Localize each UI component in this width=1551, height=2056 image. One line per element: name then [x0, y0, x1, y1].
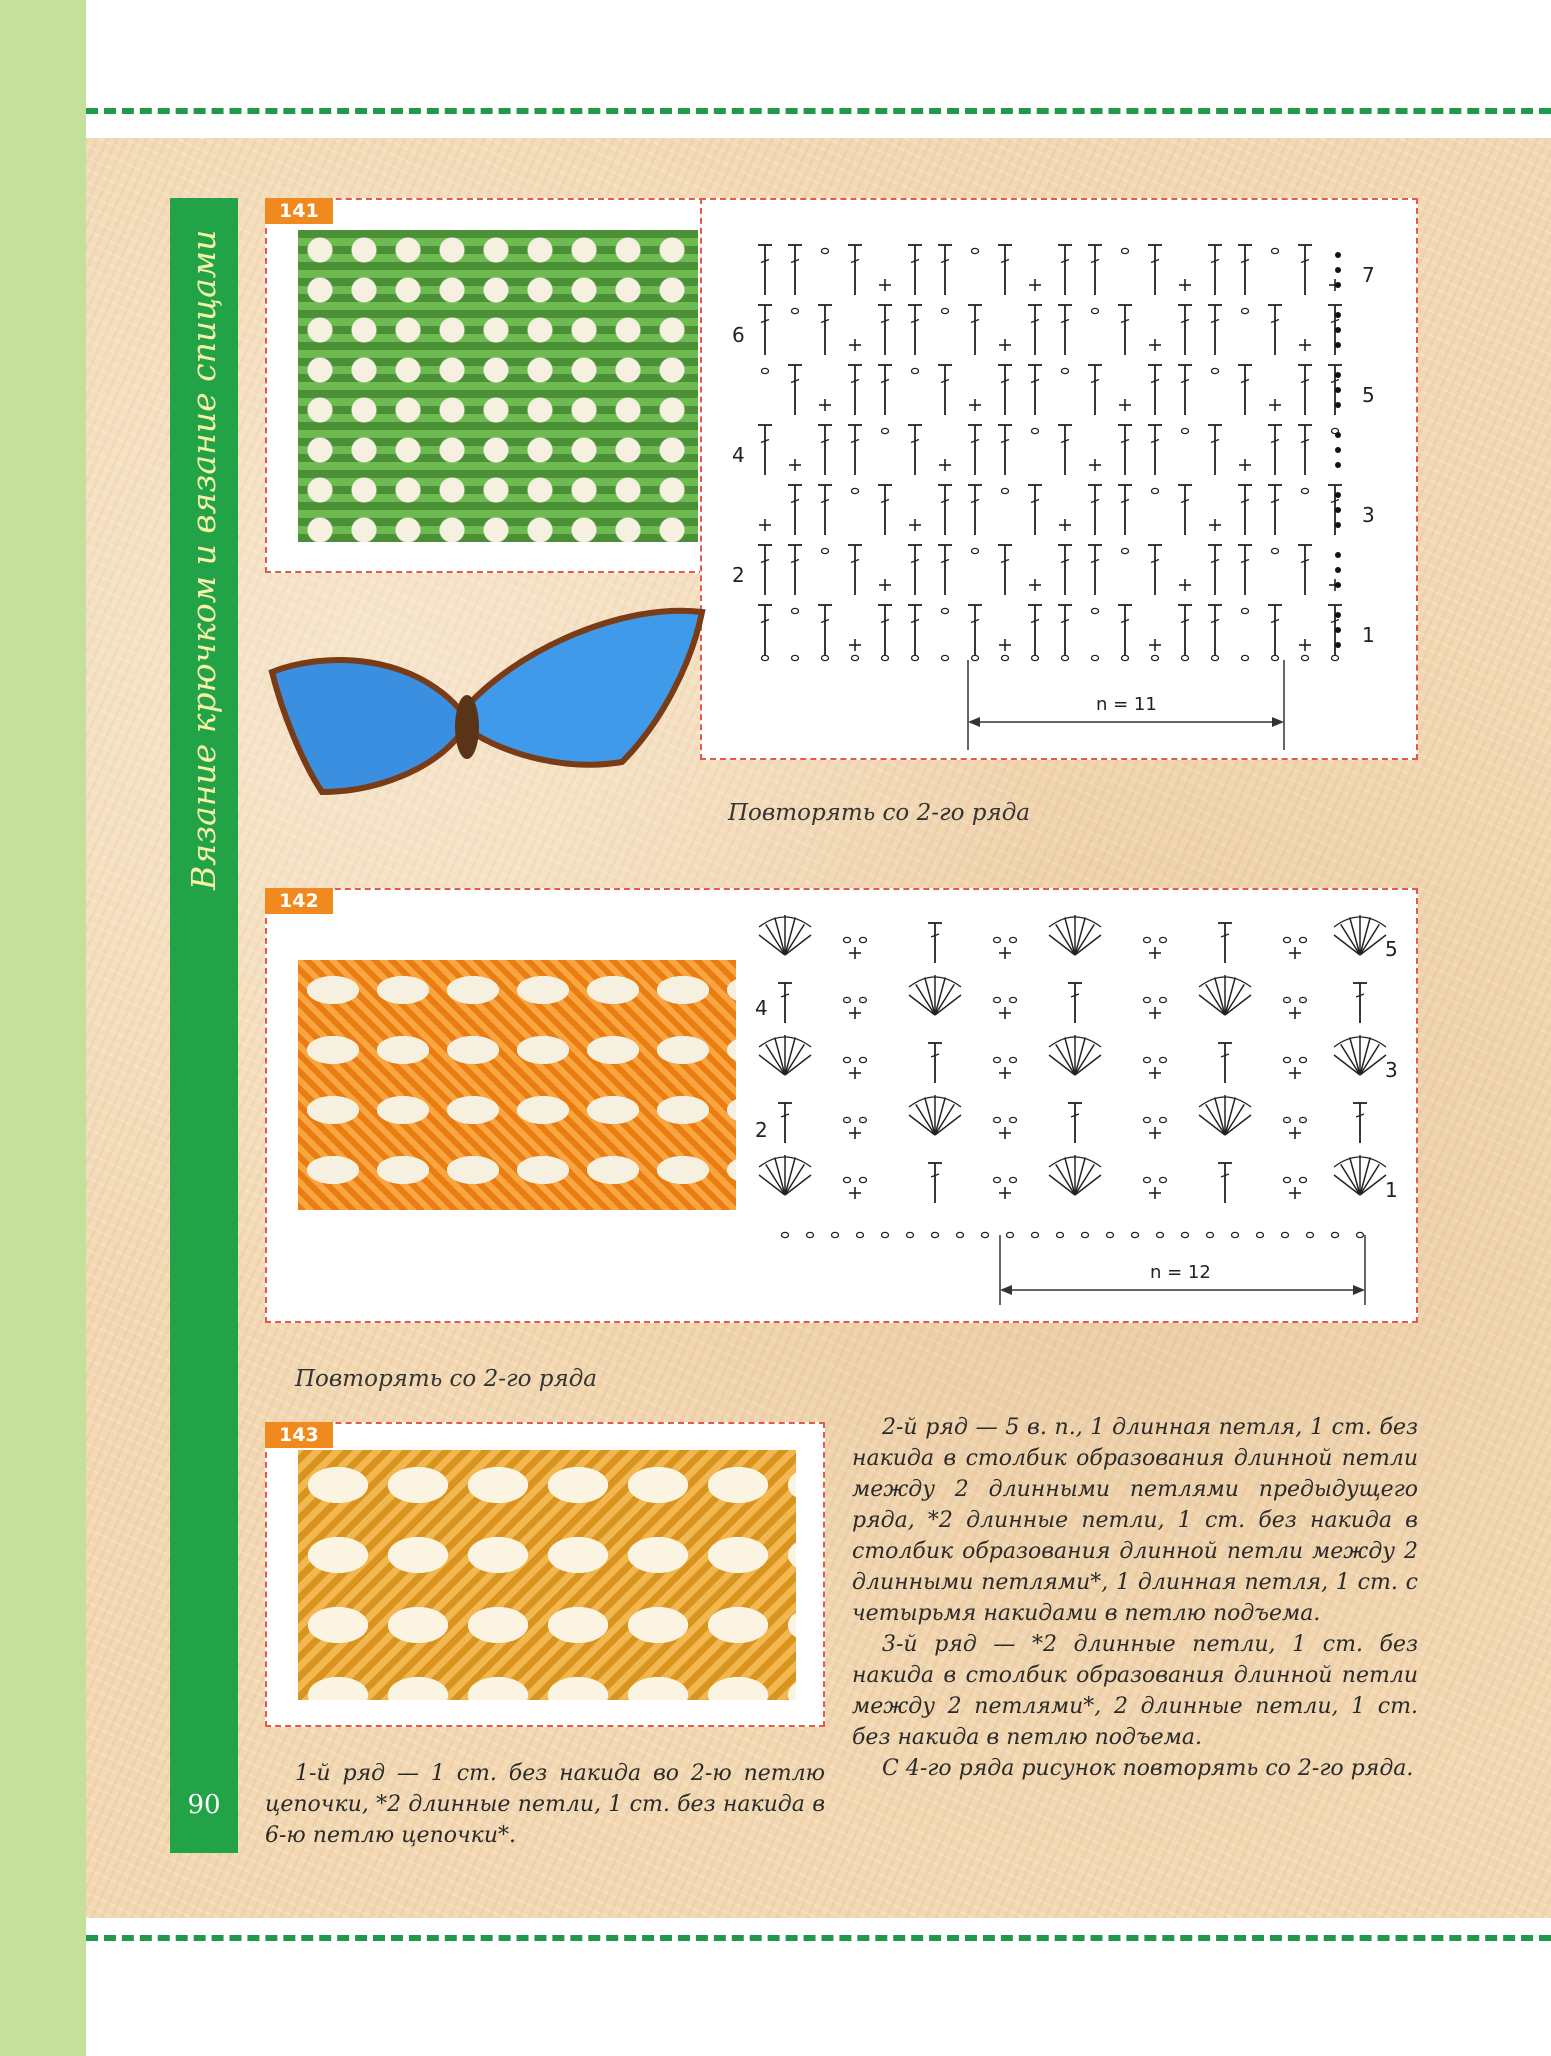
chain-symbol — [982, 1232, 989, 1237]
chain-symbol — [860, 997, 867, 1002]
fan-symbol — [1075, 1037, 1085, 1075]
fan-symbol — [935, 1097, 945, 1135]
chain-symbol — [912, 655, 919, 660]
chain-symbol — [1182, 1232, 1189, 1237]
chain-symbol — [1307, 1232, 1314, 1237]
pattern-143-photo — [298, 1450, 796, 1700]
chain-symbol — [1144, 1177, 1151, 1182]
slip-symbol — [1335, 282, 1341, 288]
fan-symbol — [1360, 1164, 1379, 1195]
chain-symbol — [1032, 428, 1039, 433]
chain-symbol — [1122, 655, 1129, 660]
chain-symbol — [1032, 655, 1039, 660]
chain-symbol — [1007, 1232, 1014, 1237]
slip-symbol — [1335, 342, 1341, 348]
pattern-142-caption: Повторять со 2-го ряда — [295, 1366, 598, 1392]
chain-symbol — [852, 488, 859, 493]
fan-symbol — [775, 1037, 785, 1075]
butterfly-right-wing — [462, 611, 702, 765]
chain-symbol — [1152, 488, 1159, 493]
slip-symbol — [1335, 267, 1341, 273]
fan-symbol — [1206, 984, 1225, 1015]
arrow-head-right — [1272, 717, 1284, 727]
chain-symbol — [1242, 308, 1249, 313]
chain-symbol — [1332, 655, 1339, 660]
pattern-143-row1-text: 1-й ряд — 1 ст. без накида во 2-ю петлю цепочки, *2 длинные петли, 1 ст. без накида в 6-ю петлю цепочки*. — [265, 1761, 825, 1848]
arrow-head-left — [968, 717, 980, 727]
chain-symbol — [1002, 655, 1009, 660]
chain-symbol — [1092, 655, 1099, 660]
chain-symbol — [1212, 368, 1219, 373]
fan-symbol — [1350, 1037, 1360, 1075]
chain-symbol — [972, 655, 979, 660]
fan-symbol — [1075, 1164, 1094, 1195]
chain-symbol — [882, 1232, 889, 1237]
fan-symbol — [1341, 1164, 1360, 1195]
slip-symbol — [1335, 627, 1341, 633]
slip-symbol — [1335, 492, 1341, 498]
chain-symbol — [1144, 1057, 1151, 1062]
chain-symbol — [1300, 1117, 1307, 1122]
chain-symbol — [1062, 368, 1069, 373]
chain-symbol — [1160, 1177, 1167, 1182]
row-label-right: 5 — [1385, 937, 1398, 961]
chain-symbol — [1062, 655, 1069, 660]
slip-symbol — [1335, 402, 1341, 408]
chain-symbol — [1157, 1232, 1164, 1237]
chain-symbol — [860, 937, 867, 942]
fan-symbol — [785, 1037, 795, 1075]
fan-symbol — [1225, 1104, 1244, 1135]
slip-symbol — [1335, 372, 1341, 378]
row-label-right: 1 — [1362, 623, 1375, 647]
fan-symbol — [1065, 917, 1075, 955]
chain-symbol — [942, 655, 949, 660]
pattern-142-number: 142 — [265, 888, 333, 914]
chain-symbol — [957, 1232, 964, 1237]
chain-symbol — [1160, 997, 1167, 1002]
chain-symbol — [1272, 248, 1279, 253]
slip-symbol — [1335, 327, 1341, 333]
fan-symbol — [1075, 1044, 1094, 1075]
pattern-141-number: 141 — [265, 198, 333, 224]
row-2-text: 2-й ряд — 5 в. п., 1 длинная петля, 1 ст. без накида в столбик образования длинной петли между 2 длинными петлями предыдущего ряда, *2 длинные петли, 1 ст. без накида в столбик образования длинной петли между 2 длинными петлями*, 1 длинная петля, 1 ст. с четырьмя накидами в петлю подъема. — [852, 1415, 1418, 1626]
chain-symbol — [860, 1177, 867, 1182]
chain-symbol — [1212, 655, 1219, 660]
slip-symbol — [1335, 612, 1341, 618]
chain-symbol — [1010, 937, 1017, 942]
chain-symbol — [1207, 1232, 1214, 1237]
chain-symbol — [1107, 1232, 1114, 1237]
chain-symbol — [1132, 1232, 1139, 1237]
pattern-142-chart — [755, 905, 1405, 1315]
row-label-left: 6 — [732, 323, 745, 347]
fan-symbol — [935, 984, 954, 1015]
chain-symbol — [844, 1057, 851, 1062]
chain-symbol — [762, 655, 769, 660]
chain-symbol — [972, 248, 979, 253]
fan-symbol — [1065, 1037, 1075, 1075]
chain-symbol — [1010, 1177, 1017, 1182]
chain-symbol — [1302, 488, 1309, 493]
fan-symbol — [1225, 1097, 1235, 1135]
chain-symbol — [844, 1117, 851, 1122]
chain-symbol — [912, 368, 919, 373]
pattern-142-photo — [298, 960, 736, 1210]
slip-symbol — [1335, 312, 1341, 318]
chain-symbol — [1272, 548, 1279, 553]
chain-symbol — [844, 937, 851, 942]
fan-symbol — [1056, 1044, 1075, 1075]
chain-symbol — [1302, 655, 1309, 660]
pattern-141-photo — [298, 230, 698, 542]
chain-symbol — [942, 308, 949, 313]
chain-symbol — [844, 1177, 851, 1182]
page-number: 90 — [187, 1790, 221, 1820]
fan-symbol — [785, 924, 804, 955]
fan-symbol — [1350, 1157, 1360, 1195]
pattern-141-chart — [710, 230, 1400, 755]
chain-symbol — [994, 1177, 1001, 1182]
fan-symbol — [1360, 1044, 1379, 1075]
fan-symbol — [925, 977, 935, 1015]
chain-symbol — [1160, 1117, 1167, 1122]
chain-symbol — [1300, 937, 1307, 942]
chain-symbol — [822, 248, 829, 253]
fan-symbol — [1360, 1037, 1370, 1075]
chain-symbol — [1284, 1057, 1291, 1062]
chain-symbol — [1182, 655, 1189, 660]
arrow-head-right — [1353, 1285, 1365, 1295]
chain-symbol — [932, 1232, 939, 1237]
fan-symbol — [1350, 917, 1360, 955]
chain-symbol — [882, 655, 889, 660]
chapter-title: Вязание крючком и вязание спицами — [184, 229, 223, 890]
slip-symbol — [1335, 447, 1341, 453]
fan-symbol — [916, 984, 935, 1015]
slip-symbol — [1335, 522, 1341, 528]
chain-symbol — [994, 997, 1001, 1002]
slip-symbol — [1335, 582, 1341, 588]
chain-symbol — [1082, 1232, 1089, 1237]
slip-symbol — [1335, 507, 1341, 513]
chain-symbol — [782, 1232, 789, 1237]
chain-symbol — [807, 1232, 814, 1237]
fan-symbol — [766, 1044, 785, 1075]
row-label-left: 4 — [732, 443, 745, 467]
chain-symbol — [822, 655, 829, 660]
chain-symbol — [1144, 1117, 1151, 1122]
fan-symbol — [1341, 1044, 1360, 1075]
fan-symbol — [1056, 924, 1075, 955]
fan-symbol — [1206, 1104, 1225, 1135]
chain-symbol — [1092, 308, 1099, 313]
chain-symbol — [942, 608, 949, 613]
fan-symbol — [1360, 917, 1370, 955]
fan-symbol — [1075, 1157, 1085, 1195]
fan-symbol — [1341, 924, 1360, 955]
chain-symbol — [844, 997, 851, 1002]
chain-symbol — [1144, 937, 1151, 942]
chain-symbol — [1122, 248, 1129, 253]
chain-symbol — [1122, 548, 1129, 553]
fan-symbol — [935, 1104, 954, 1135]
chain-symbol — [994, 1117, 1001, 1122]
chain-symbol — [1257, 1232, 1264, 1237]
pattern-143-number: 143 — [265, 1422, 333, 1448]
fan-symbol — [785, 1164, 804, 1195]
chain-symbol — [1032, 1232, 1039, 1237]
chain-symbol — [792, 608, 799, 613]
chain-symbol — [1282, 1232, 1289, 1237]
chain-symbol — [1010, 1117, 1017, 1122]
chain-symbol — [1160, 1057, 1167, 1062]
fan-symbol — [1065, 1157, 1075, 1195]
left-margin-strip — [0, 0, 86, 2056]
fan-symbol — [1215, 977, 1225, 1015]
butterfly-left-wing — [272, 660, 462, 792]
fan-symbol — [766, 924, 785, 955]
chain-symbol — [1284, 1177, 1291, 1182]
chain-symbol — [1232, 1232, 1239, 1237]
repeat-label: n = 12 — [1150, 1262, 1211, 1283]
fan-symbol — [1225, 977, 1235, 1015]
chain-symbol — [1010, 1057, 1017, 1062]
chain-symbol — [1160, 937, 1167, 942]
chain-symbol — [1300, 997, 1307, 1002]
chain-symbol — [857, 1232, 864, 1237]
fan-symbol — [1056, 1164, 1075, 1195]
row-label-left: 2 — [732, 563, 745, 587]
butterfly-body — [455, 695, 479, 759]
bottom-dashed-rule — [86, 1935, 1551, 1941]
row-label-left: 4 — [755, 996, 768, 1020]
row-label-right: 5 — [1362, 383, 1375, 407]
fan-symbol — [1225, 984, 1244, 1015]
fan-symbol — [1075, 924, 1094, 955]
row-label-right: 3 — [1362, 503, 1375, 527]
slip-symbol — [1335, 252, 1341, 258]
chain-symbol — [792, 308, 799, 313]
chain-symbol — [882, 428, 889, 433]
chain-symbol — [1300, 1057, 1307, 1062]
chain-symbol — [994, 1057, 1001, 1062]
chain-symbol — [1152, 655, 1159, 660]
fan-symbol — [935, 977, 945, 1015]
slip-symbol — [1335, 642, 1341, 648]
fan-symbol — [1215, 1097, 1225, 1135]
row-label-right: 3 — [1385, 1058, 1398, 1082]
chain-symbol — [1002, 488, 1009, 493]
pattern-143-rows-text — [852, 1412, 1418, 1784]
chain-symbol — [860, 1117, 867, 1122]
chain-symbol — [1057, 1232, 1064, 1237]
chain-symbol — [1272, 655, 1279, 660]
chain-symbol — [1182, 428, 1189, 433]
row-4-text: С 4-го ряда рисунок повторять со 2-го ряда. — [882, 1756, 1414, 1781]
row-label-left: 2 — [755, 1118, 768, 1142]
chain-symbol — [1332, 1232, 1339, 1237]
slip-symbol — [1335, 567, 1341, 573]
chain-symbol — [1010, 997, 1017, 1002]
fan-symbol — [785, 917, 795, 955]
fan-symbol — [1075, 917, 1085, 955]
slip-symbol — [1335, 552, 1341, 558]
fan-symbol — [1360, 1157, 1370, 1195]
chain-symbol — [994, 937, 1001, 942]
chain-symbol — [1284, 1117, 1291, 1122]
chain-symbol — [762, 368, 769, 373]
chain-symbol — [822, 548, 829, 553]
repeat-label: n = 11 — [1096, 694, 1157, 715]
row-label-right: 7 — [1362, 263, 1375, 287]
chain-symbol — [1242, 608, 1249, 613]
chain-symbol — [792, 655, 799, 660]
fan-symbol — [785, 1157, 795, 1195]
slip-symbol — [1335, 387, 1341, 393]
fan-symbol — [775, 917, 785, 955]
slip-symbol — [1335, 432, 1341, 438]
chain-symbol — [1300, 1177, 1307, 1182]
row-label-right: 1 — [1385, 1178, 1398, 1202]
top-dashed-rule — [86, 108, 1551, 114]
chain-symbol — [1144, 997, 1151, 1002]
slip-symbol — [1335, 462, 1341, 468]
chain-symbol — [972, 548, 979, 553]
butterfly-illustration — [262, 592, 712, 842]
chain-symbol — [860, 1057, 867, 1062]
chain-symbol — [1284, 997, 1291, 1002]
chain-symbol — [1357, 1232, 1364, 1237]
pattern-141-caption: Повторять со 2-го ряда — [728, 800, 1031, 826]
fan-symbol — [1360, 924, 1379, 955]
chain-symbol — [1284, 937, 1291, 942]
arrow-head-left — [1000, 1285, 1012, 1295]
chain-symbol — [852, 655, 859, 660]
row-3-text: 3-й ряд — *2 длинные петли, 1 ст. без накида в столбик образования длинной петли между 2 петлями*, 2 длинные петли, 1 ст. без накида в петлю подъема. — [852, 1632, 1418, 1750]
chain-symbol — [907, 1232, 914, 1237]
chain-symbol — [1092, 608, 1099, 613]
chain-symbol — [832, 1232, 839, 1237]
fan-symbol — [775, 1157, 785, 1195]
fan-symbol — [785, 1044, 804, 1075]
chain-symbol — [1242, 655, 1249, 660]
fan-symbol — [916, 1104, 935, 1135]
fan-symbol — [766, 1164, 785, 1195]
fan-symbol — [925, 1097, 935, 1135]
